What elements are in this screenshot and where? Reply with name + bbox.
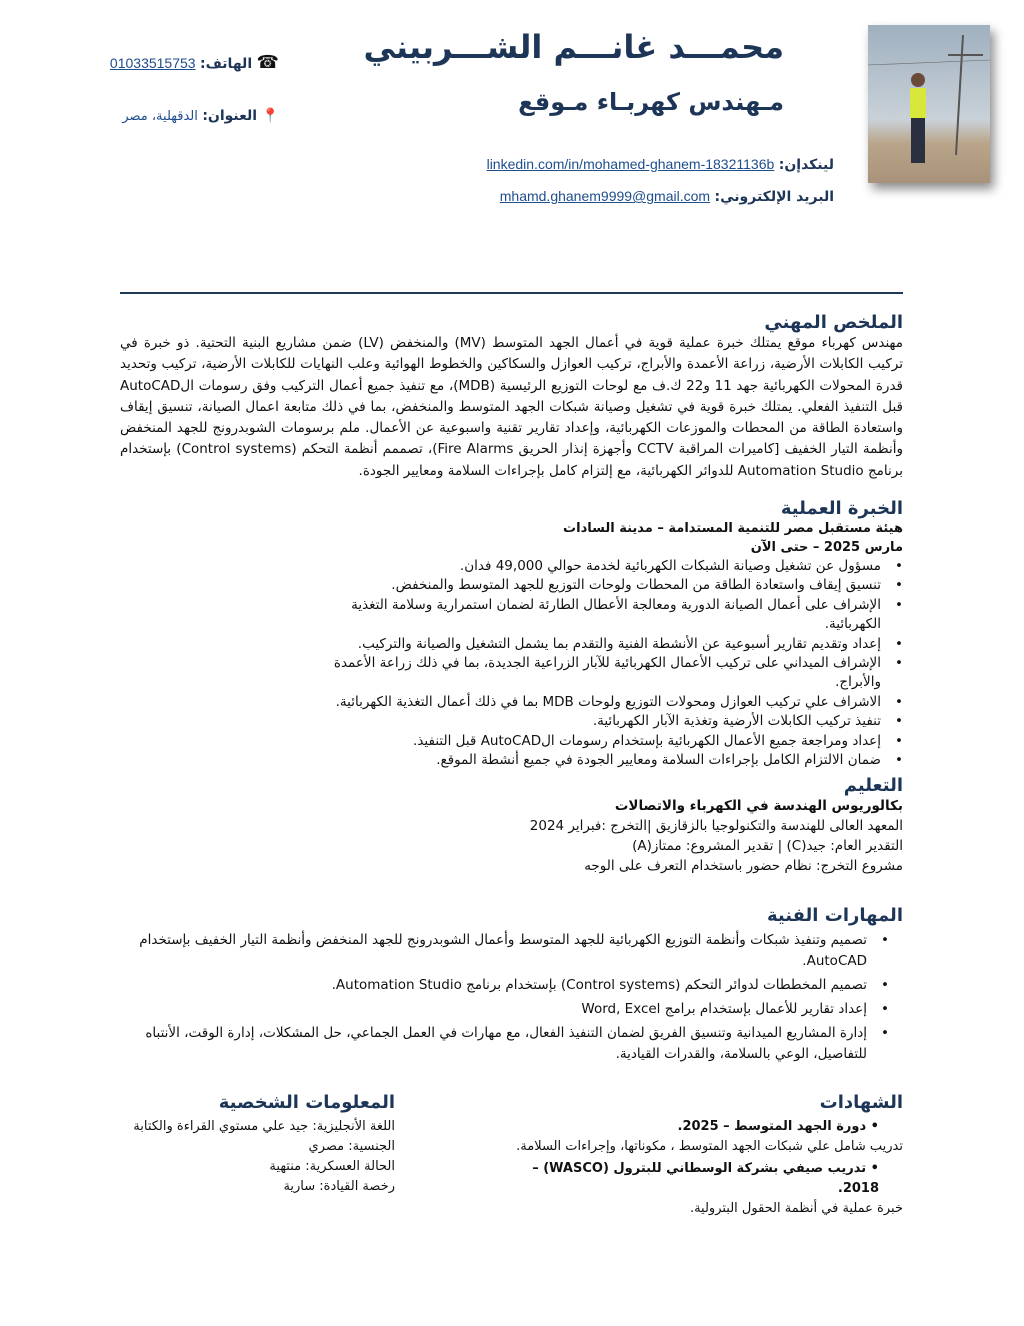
certificates-heading: الشهادات — [819, 1092, 903, 1113]
phone-link[interactable]: 01033515753 — [109, 55, 196, 71]
job-title: مـهندس كهربـاء مـوقع — [518, 88, 784, 116]
email-link[interactable]: mhamd.ghanem9999@gmail.com — [499, 188, 711, 204]
personal-info-line: الجنسية: مصري — [308, 1139, 395, 1154]
certificate-title-text: تدريب صيفي بشركة الوسطاني للبترول (WASCO) – 2018. — [532, 1161, 879, 1196]
personal-info-line: الحالة العسكرية: منتهية — [269, 1159, 395, 1174]
experience-period: مارس 2025 – حتى الآن — [750, 540, 903, 555]
phone-icon: ☎ — [256, 52, 279, 73]
list-item: • الإشراف الميداني على تركيب الأعمال الكهربائية للآبار الزراعية الجديدة، بما في ذلك زراعة الأعمدة والأبراج. — [300, 654, 881, 693]
linkedin-label: لينكدإن: — [778, 157, 834, 173]
certificate-title-text: دورة الجهد المتوسط – 2025. — [677, 1119, 867, 1134]
skills-heading: المهارات الفنية — [766, 905, 903, 926]
map-pin-icon: 📍 — [261, 108, 279, 124]
list-item: • تصميم المخططات لدوائر التحكم (Control systems) بإستخدام برنامج Automation Studio. — [120, 975, 867, 996]
education-grades: التقدير العام: جيد(C) | تقدير المشروع: ممتاز(A) — [632, 838, 903, 854]
skills-section — [120, 905, 903, 1065]
profile-photo — [868, 25, 990, 183]
header-divider — [120, 292, 903, 294]
phone-contact — [110, 52, 279, 73]
list-item: • إعداد تقارير للأعمال بإستخدام برامج Word, Excel — [120, 999, 867, 1020]
list-item: • مسؤول عن تشغيل وصيانة الشبكات الكهربائية لخدمة حوالي 49,000 فدان. — [300, 557, 881, 576]
candidate-name: محمـــد غانـــم الشـــربيني — [363, 28, 784, 66]
personal-info-line: اللغة الأنجليزية: جيد علي مستوي القراءة والكتابة — [133, 1119, 395, 1134]
experience-heading: الخبرة العملية — [780, 498, 903, 519]
address-contact — [122, 108, 279, 124]
list-item: • إعداد ومراجعة جميع الأعمال الكهربائية بإستخدام رسومات الAutoCAD قبل التنفيذ. — [300, 732, 881, 751]
linkedin-contact — [487, 156, 834, 173]
list-item: • الاشراف علي تركيب العوازل ومحولات التوزيع ولوحات MDB بما في ذلك أعمال التغذية الكهربائية. — [300, 693, 881, 712]
summary-text: مهندس كهرباء موقع يمتلك خبرة عملية قوية في أعمال الجهد المتوسط (MV) والمنخفض (LV) ضمن مشاريع البنية التحتية. ذو خبرة في تركيب الكابلات الأرضية، زراعة الأعمدة والأبراج، تركيب العوازل والسكاكين والخطوط الهوائية وعلب النهايات للكابلات الأرضية، تركيب وتحديد قدرة المحولات الكهربائية جهد 11 و22 ك.ف مع لوحات التوزيع الرئيسية (MDB)، مع تنفيذ جميع أعمال التركيب وفق رسومات الAutoCAD قبل التنفيذ الفعلي. يمتلك خبرة قوية في تشغيل وصيانة شبكات الجهد المتوسط والمنخفض، بما في ذلك متابعة اعمال الصيانة، تنسيق إيقاف واستعادة الطاقة من المحطات والموزعات الكهربائية، وإعداد تقارير تقنية واسبوعية عن الأعمال. ملم برسومات الشوبدرونج للجهد المنخفض وأنظمة التيار الخفيف [كاميرات المراقبة CCTV وأجهزة إنذار الحريق Fire Alarms)، تصممم أنظمة التحكم (Control systems) بإستخدام برنامج Automation Studio للدوائر الكهربائية، مع إلتزام كامل بإجراءات السلامة ومعايير الجودة. — [120, 335, 903, 479]
list-item: • الإشراف على أعمال الصيانة الدورية ومعالجة الأعطال الطارئة لضمان استمرارية وسلامة التغذية الكهربائية. — [300, 596, 881, 635]
list-item: • تصميم وتنفيذ شبكات وأنظمة التوزيع الكهربائية للجهد المتوسط وأعمال الشوبدرونج للجهد المنخفض وأنظمة التيار الخفيف بإستخدام AutoCAD. — [120, 930, 867, 972]
list-item: • إدارة المشاريع الميدانية وتنسيق الفريق لضمان التنفيذ الفعال، مع مهارات في العمل الجماعي، حل المشكلات، إدارة الوقت، الأنتباه للتفاصيل، الوعي بالسلامة، والقدرات القيادية. — [120, 1023, 867, 1065]
experience-company: هيئة مستقبل مصر للتنمية المستدامة – مدينة السادات — [563, 521, 903, 536]
summary-heading: الملخص المهني — [764, 312, 903, 333]
email-label: البريد الإلكتروني: — [714, 189, 834, 205]
list-item: • تنفيذ تركيب الكابلات الأرضية وتغذية الآبار الكهربائية. — [300, 712, 881, 731]
education-degree: بكالوريوس الهندسة في الكهرباء والاتصالات — [614, 798, 903, 814]
certificate-desc: تدريب شامل علي شبكات الجهد المتوسط ، مكوناتها، وإجراءات السلامة. — [516, 1139, 903, 1154]
personal-info-line: رخصة القيادة: سارية — [283, 1179, 395, 1194]
certificate-desc: خبرة عملية في أنظمة الحقول البترولية. — [689, 1201, 903, 1216]
address-value: الدقهلية، مصر — [122, 109, 198, 124]
education-section — [400, 775, 903, 876]
certificate-item — [490, 1117, 903, 1219]
list-item: • إعداد وتقديم تقارير أسبوعية عن الأنشطة الفنية والتقدم بما يشمل التشغيل والصيانة والتركيب. — [300, 635, 881, 654]
phone-label: الهاتف: — [200, 56, 253, 72]
education-heading: التعليم — [843, 775, 903, 796]
personal-info-heading: المعلومات الشخصية — [218, 1092, 395, 1113]
certificate-title: • دورة الجهد المتوسط – 2025. — [677, 1119, 879, 1134]
experience-section — [300, 498, 903, 770]
summary-section — [120, 312, 903, 482]
address-label: العنوان: — [202, 108, 258, 124]
email-contact — [500, 188, 834, 205]
list-item: • ضمان الالتزام الكامل بإجراءات السلامة ومعايير الجودة في جميع أنشطة الموقع. — [300, 751, 881, 770]
certificates-section — [490, 1092, 903, 1219]
skills-list — [120, 930, 903, 1065]
linkedin-link[interactable]: linkedin.com/in/mohamed-ghanem-18321136b — [486, 156, 775, 172]
education-project: مشروع التخرج: نظام حضور باستخدام التعرف على الوجه — [584, 858, 903, 874]
personal-info-section — [120, 1092, 395, 1197]
education-institute: المعهد العالى للهندسة والتكنولوجيا بالزقازيق |التخرج :فبراير 2024 — [529, 818, 903, 834]
certificate-title: • تدريب صيفي بشركة الوسطاني للبترول (WASCO) – 2018. — [532, 1161, 879, 1196]
list-item: • تنسيق إيقاف واستعادة الطاقة من المحطات ولوحات التوزيع للجهد المتوسط والمنخفض. — [300, 576, 881, 595]
experience-list — [300, 557, 903, 770]
